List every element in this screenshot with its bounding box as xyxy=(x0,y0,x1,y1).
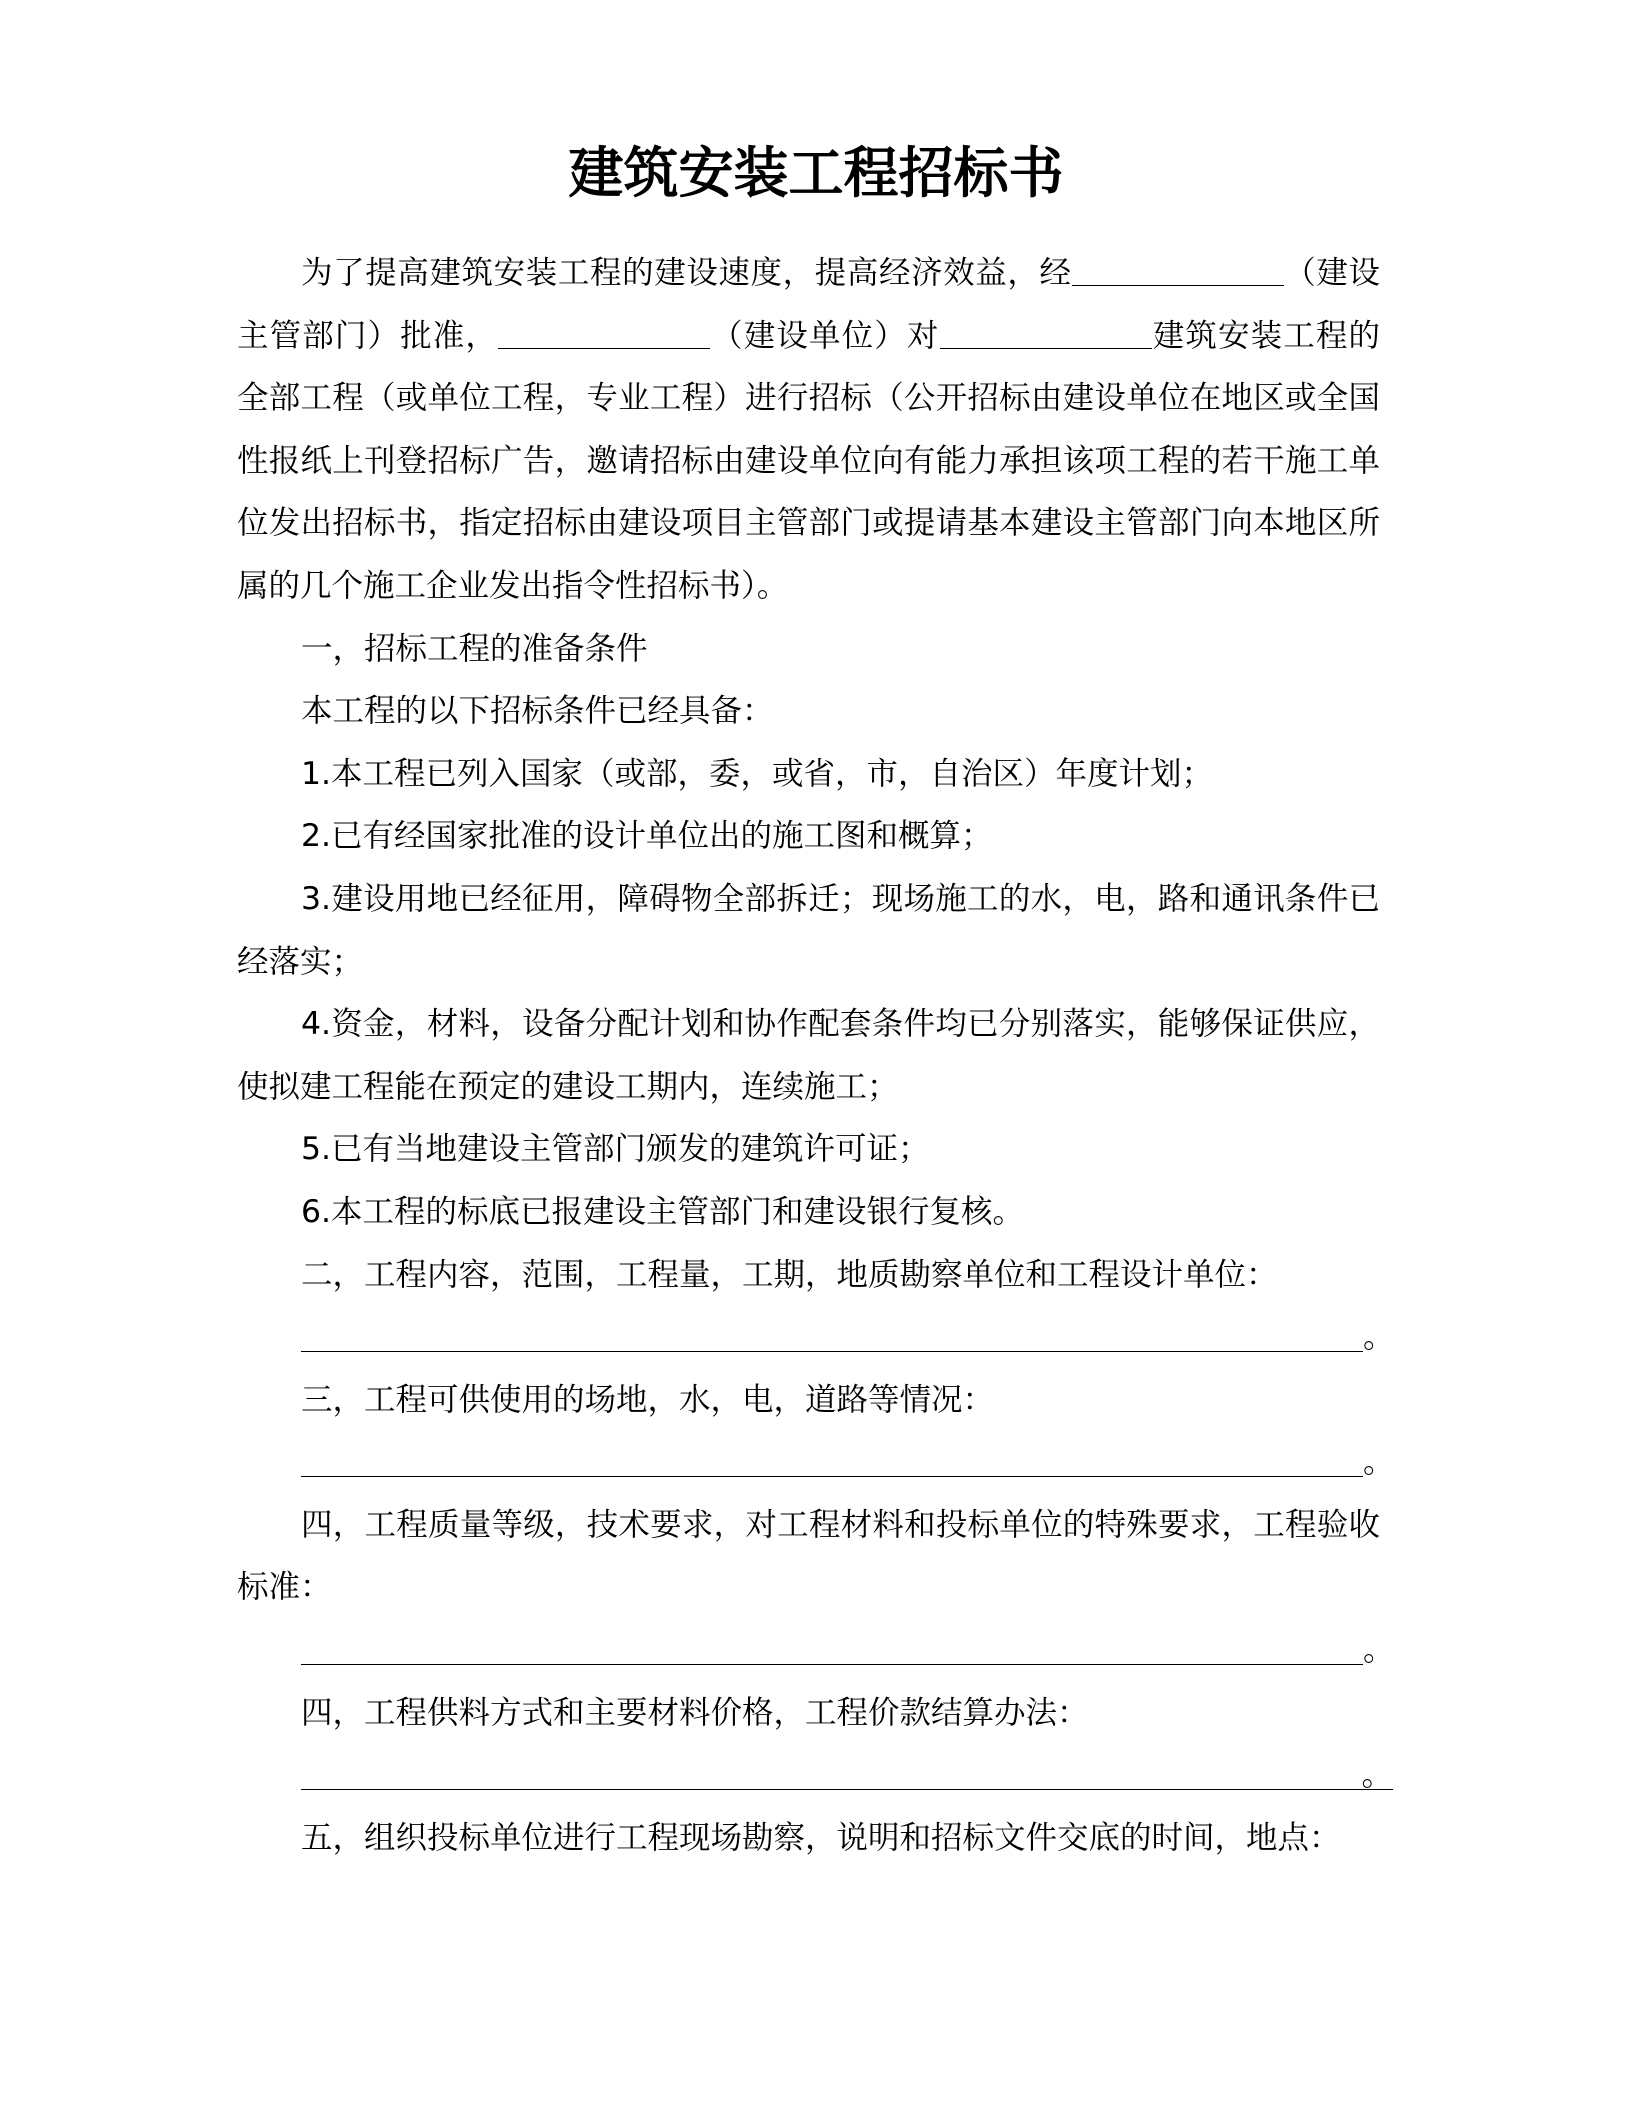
section-scope xyxy=(237,1244,1395,1369)
section-heading-continued: 标准： xyxy=(237,1569,332,1606)
fill-in-line xyxy=(237,1619,1395,1682)
intro-line: 性报纸上刊登招标广告，邀请招标由建设单位向有能力承担该项工程的若干施工单 xyxy=(237,442,1380,479)
approval-authority-blank xyxy=(1072,284,1284,286)
condition-item: 5.已有当地建设主管部门颁发的建筑许可证； xyxy=(301,1131,930,1168)
intro-line xyxy=(237,305,1380,368)
intro-line: 位发出招标书，指定招标由建设项目主管部门或提请基本建设主管部门向本地区所 xyxy=(237,505,1380,542)
section-materials-settlement xyxy=(237,1682,1394,1807)
intro-text: （建设 xyxy=(1283,255,1380,291)
intro-paragraph xyxy=(237,242,1380,618)
intro-line xyxy=(237,242,1380,305)
fill-in-rule xyxy=(301,1744,1393,1790)
fill-in-period: 。 xyxy=(1361,1757,1394,1794)
condition-item: 3.建设用地已经征用，障碍物全部拆迁；现场施工的水，电，路和通讯条件已 xyxy=(301,880,1380,917)
fill-in-rule xyxy=(301,1619,1363,1665)
section-site-conditions xyxy=(237,1369,1395,1494)
construction-unit-blank xyxy=(498,347,710,349)
intro-text: 主管部门）批准， xyxy=(237,317,499,354)
fill-in-rule xyxy=(301,1306,1363,1352)
intro-line: 全部工程（或单位工程，专业工程）进行招标（公开招标由建设单位在地区或全国 xyxy=(237,380,1380,417)
conditions-lead: 本工程的以下招标条件已经具备： xyxy=(301,693,774,730)
condition-item: 6.本工程的标底已报建设主管部门和建设银行复核。 xyxy=(301,1193,1025,1230)
document-body xyxy=(237,242,1395,1869)
section-quality-requirements xyxy=(237,1494,1395,1682)
fill-in-line xyxy=(237,1306,1395,1369)
section-heading: 二，工程内容，范围，工程量，工期，地质勘察单位和工程设计单位： xyxy=(301,1256,1278,1293)
section-heading: 四，工程供料方式和主要材料价格，工程价款结算办法： xyxy=(301,1694,1089,1731)
intro-text: 建筑安装工程的 xyxy=(1151,317,1380,354)
intro-line: 属的几个施工企业发出指令性招标书）。 xyxy=(237,567,789,604)
page-title: 建筑安装工程招标书 xyxy=(568,141,1064,205)
section-heading: 三，工程可供使用的场地，水，电，道路等情况： xyxy=(301,1381,995,1418)
fill-in-line xyxy=(237,1431,1395,1494)
section-preparation-conditions xyxy=(237,618,1380,1244)
fill-in-line xyxy=(237,1744,1394,1807)
fill-in-period: 。 xyxy=(1363,1444,1395,1481)
fill-in-period: 。 xyxy=(1363,1632,1395,1669)
section-heading: 一，招标工程的准备条件 xyxy=(301,630,648,667)
fill-in-rule xyxy=(301,1431,1363,1477)
intro-text: 为了提高建筑安装工程的建设速度，提高经济效益，经 xyxy=(301,255,1072,291)
section-heading: 四，工程质量等级，技术要求，对工程材料和投标单位的特殊要求，工程验收 xyxy=(301,1506,1380,1543)
condition-item-continued: 经落实； xyxy=(237,943,364,980)
fill-in-period: 。 xyxy=(1363,1319,1395,1356)
project-name-blank xyxy=(940,347,1152,349)
section-site-inspection xyxy=(237,1807,1380,1870)
condition-item: 1.本工程已列入国家（或部，委，或省，市，自治区）年度计划； xyxy=(301,755,1214,792)
condition-item: 4.资金，材料，设备分配计划和协作配套条件均已分别落实，能够保证供应， xyxy=(301,1006,1380,1043)
intro-text: （建设单位）对 xyxy=(710,317,940,354)
condition-item-continued: 使拟建工程能在预定的建设工期内，连续施工； xyxy=(237,1068,899,1105)
section-heading: 五，组织投标单位进行工程现场勘察，说明和招标文件交底的时间，地点： xyxy=(301,1819,1341,1856)
condition-item: 2.已有经国家批准的设计单位出的施工图和概算； xyxy=(301,818,993,855)
